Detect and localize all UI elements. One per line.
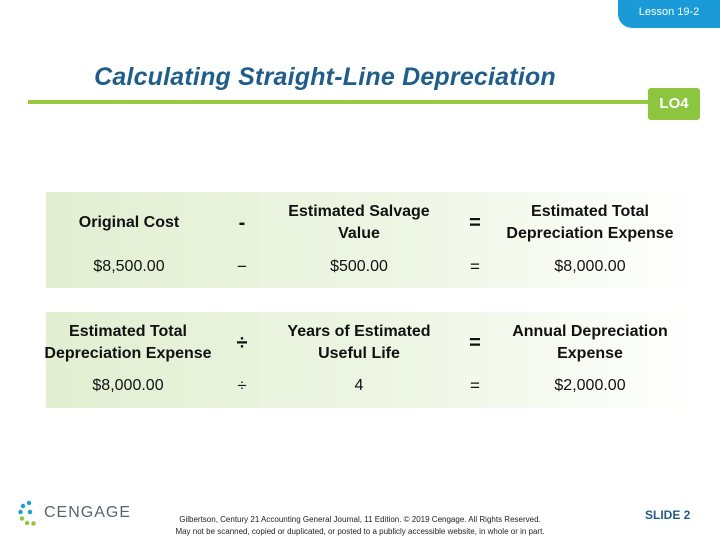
formula-2-value-operator-2: = — [470, 376, 480, 395]
formula-1-result: Estimated Total Depreciation Expense — [506, 203, 674, 242]
copyright-line-2: May not be scanned, copied or duplicated, or posted to a publicly accessible website, in whole or in part. — [175, 527, 545, 536]
formula-1-term-1: Original Cost — [78, 214, 180, 231]
lesson-tab: Lesson 19-2 — [618, 0, 720, 28]
formula-2-value-result: $2,000.00 — [554, 377, 626, 394]
cengage-mark-icon — [18, 500, 40, 526]
formula-1-operator-2: = — [469, 211, 481, 234]
learning-objective-badge: LO4 — [648, 88, 700, 120]
formula-1-operator-1: - — [238, 211, 246, 234]
formula-2-operator-2: = — [469, 331, 481, 354]
formula-1-value-result: $8,000.00 — [554, 258, 626, 275]
formula-1-value-1: $8,500.00 — [93, 258, 165, 275]
formula-1-value-operator-2: = — [470, 257, 480, 276]
slide-number: SLIDE 2 — [645, 508, 691, 522]
brand-name: CENGAGE — [44, 504, 132, 521]
title-underline — [28, 100, 648, 104]
copyright-notice — [140, 514, 580, 538]
formula-2-value-operator-1: ÷ — [237, 376, 247, 395]
formula-2-result: Annual Depreciation Expense — [512, 323, 668, 362]
copyright-line-1: Gilbertson, Century 21 Accounting General Journal, 11 Edition. © 2019 Cengage. All Rights Reserved. — [179, 515, 541, 524]
formula-2-operator-1: ÷ — [236, 331, 248, 354]
formula-2-value-1: $8,000.00 — [92, 377, 164, 394]
formula-1-term-2: Estimated Salvage Value — [288, 203, 430, 242]
formula-2-value-2: 4 — [354, 377, 364, 394]
slide-title: Calculating Straight-Line Depreciation — [94, 63, 556, 91]
formula-2-term-1: Estimated Total Depreciation Expense — [44, 323, 212, 362]
formula-1-value-2: $500.00 — [330, 258, 388, 275]
cengage-logo — [18, 500, 131, 526]
formula-1-value-operator-1: − — [237, 257, 247, 276]
formula-2-term-2: Years of Estimated Useful Life — [287, 323, 431, 362]
